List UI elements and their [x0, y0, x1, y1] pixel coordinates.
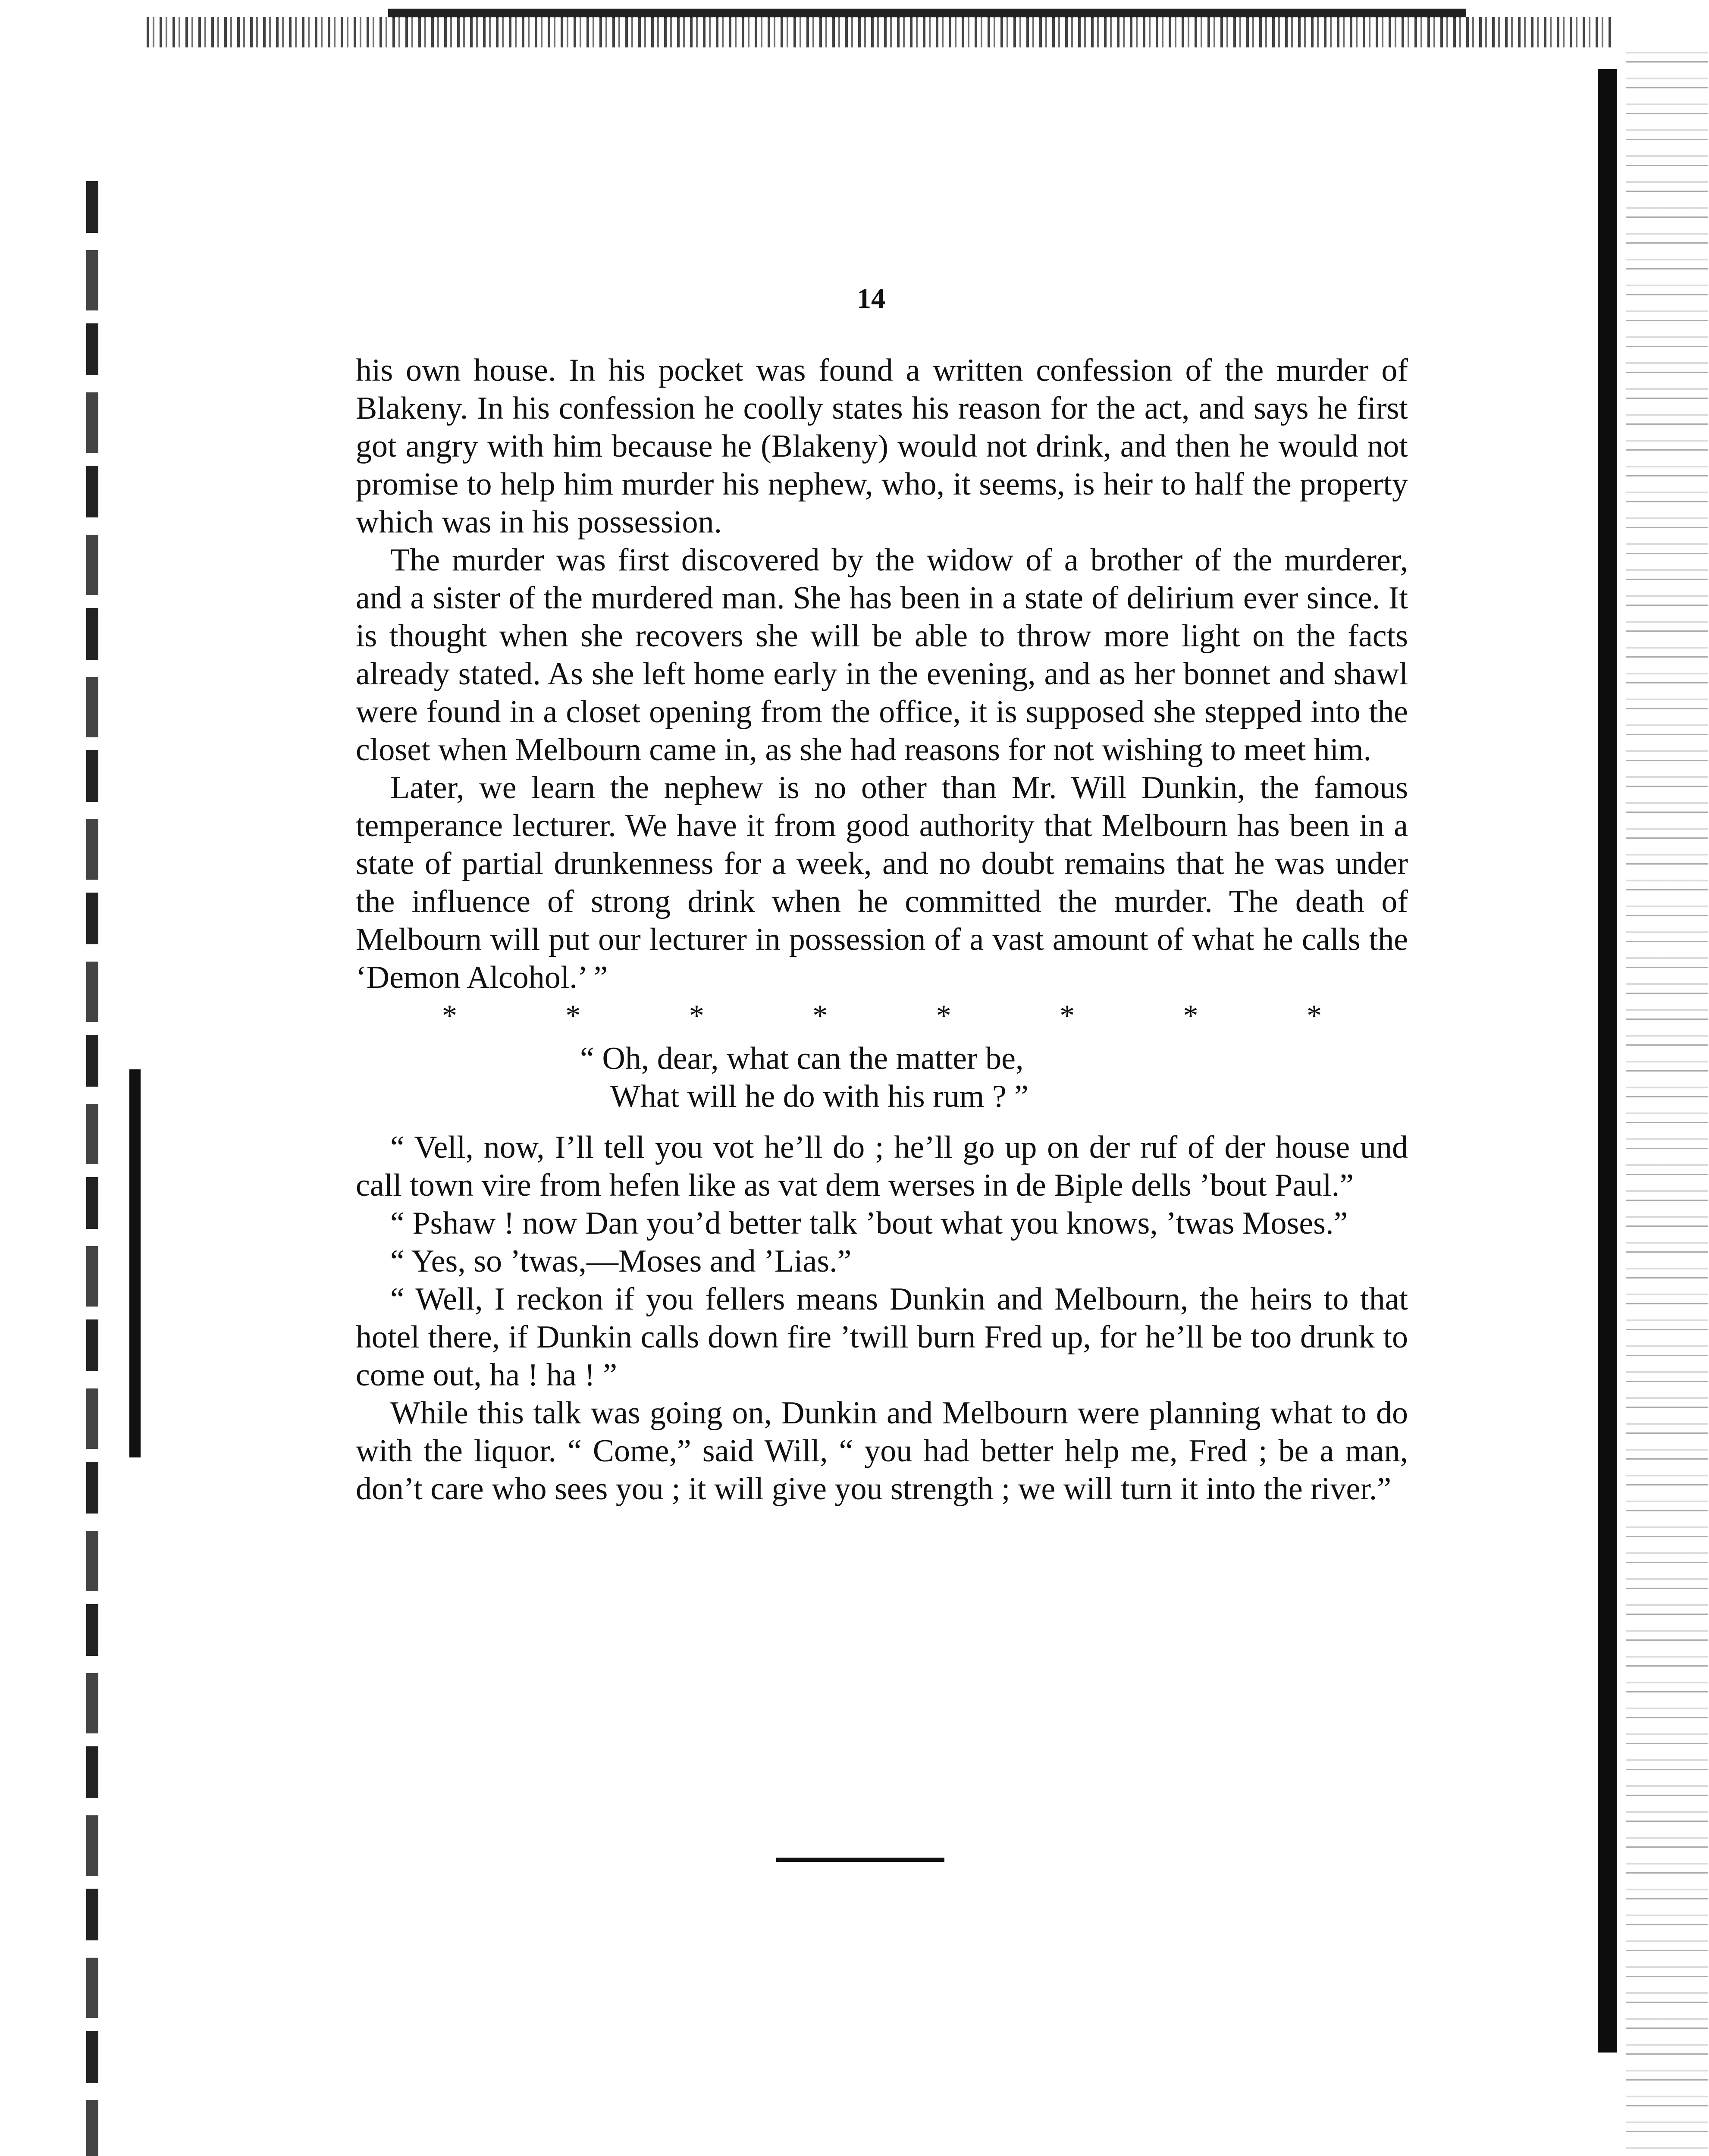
- asterisk: *: [442, 999, 457, 1032]
- section-break: [356, 1001, 1408, 1031]
- closing-rule: [776, 1858, 944, 1862]
- paragraph-4: While this talk was going on, Dunkin and Melbourn were planning what to do with the liquor. “ Come,” said Will, “ you had better help me, Fred ; be a man, don’t care who sees you ; it will give you strength ; we will turn it into the river.”: [356, 1395, 1408, 1507]
- paragraph-2: The murder was first discovered by the widow of a brother of the murderer, and a sister of the murdered man. She has been in a state of delirium ever since. It is thought when she recovers she will be able to throw more light on the facts already stated. As she left home early in the evening, and as her bonnet and shawl were found in a closet opening from the office, it is supposed she stepped into the closet when Melbourn came in, as she had reasons for not wishing to meet him.: [356, 542, 1408, 768]
- dialogue-4: “ Well, I reckon if you fellers means Dunkin and Melbourn, the heirs to that hotel there, if Dunkin calls down fire ’twill burn Fred up, for he’ll be too drunk to come out, ha ! ha ! ”: [356, 1282, 1408, 1393]
- asterisk: *: [1306, 999, 1322, 1032]
- page-body: [356, 351, 1408, 1508]
- dialogue-3: “ Yes, so ’twas,—Moses and ’Lias.”: [390, 1244, 852, 1279]
- asterisk: *: [565, 999, 581, 1032]
- asterisk: *: [1060, 999, 1075, 1032]
- asterisk: *: [689, 999, 704, 1032]
- scan-border-left: [86, 181, 98, 2156]
- verse-line-1: “ Oh, dear, what can the matter be,: [580, 1041, 1024, 1076]
- dialogue-1: “ Vell, now, I’ll tell you vot he’ll do ; he’ll go up on der ruf of der house und call town vire from hefen like as vat dem werses in de Biple dells ’bout Paul.”: [356, 1130, 1408, 1203]
- asterisk: *: [936, 999, 951, 1032]
- paragraph-3: Later, we learn the nephew is no other than Mr. Will Dunkin, the famous temperance lecturer. We have it from good authority that Melbourn has been in a state of partial drunkenness for a week, and no doubt remains that he was under the influence of strong drink when he committed the murder. The death of Melbourn will put our lecturer in possession of a vast amount of what he calls the ‘Demon Alcohol.’ ”: [356, 770, 1408, 995]
- scan-border-top: [388, 9, 1466, 18]
- song-verse: [356, 1040, 1408, 1116]
- asterisk: *: [1183, 999, 1198, 1032]
- paragraph-1: his own house. In his pocket was found a written confession of the murder of Blakeny. In his confession he coolly states his reason for the act, and says he first got angry with him because he (Blakeny) would not drink, and then he would not promise to help him murder his nephew, who, it seems, is heir to half the property which was in his possession.: [356, 353, 1408, 540]
- asterisk: *: [812, 999, 828, 1032]
- dialogue-2: “ Pshaw ! now Dan you’d better talk ’bout what you knows, ’twas Moses.”: [390, 1206, 1348, 1241]
- scan-noise-top: [147, 17, 1613, 47]
- scan-noise-right: [1626, 52, 1708, 2156]
- verse-line-2: What will he do with his rum ? ”: [610, 1079, 1029, 1114]
- scan-mark-left: [129, 1069, 141, 1457]
- scan-border-right: [1598, 69, 1617, 2053]
- page-number: 14: [857, 283, 885, 314]
